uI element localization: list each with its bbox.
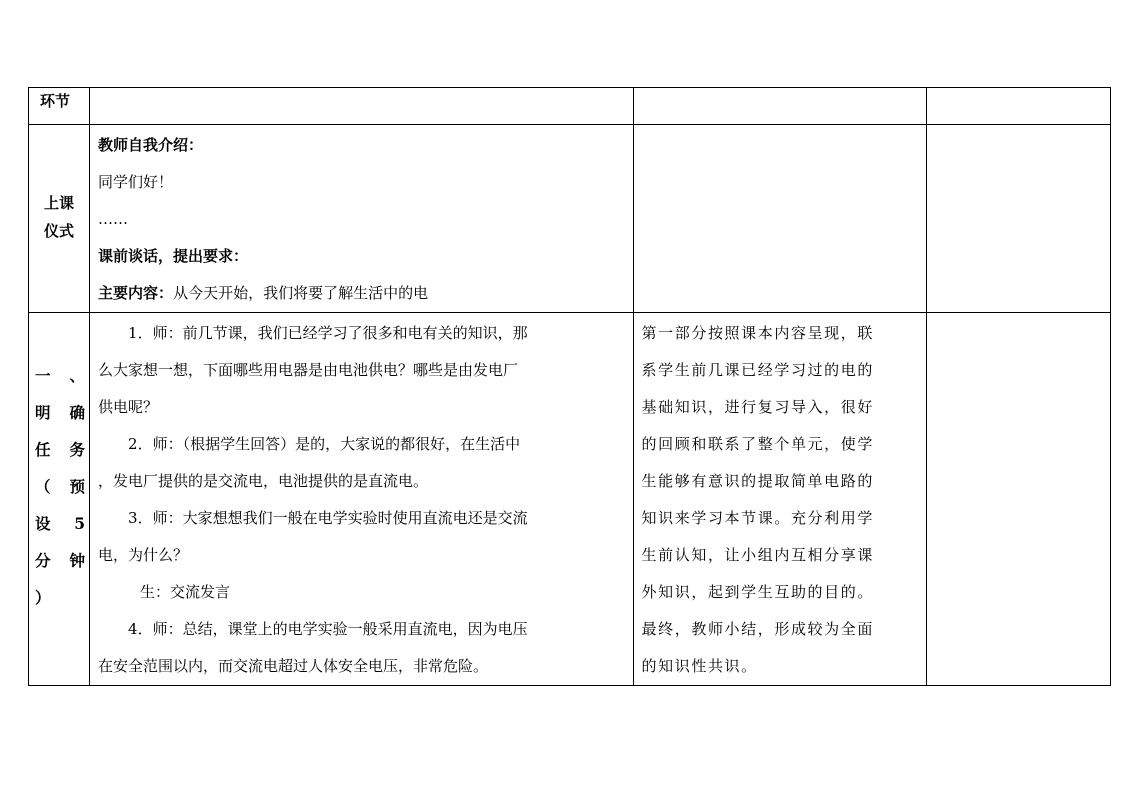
content-header-cell bbox=[90, 88, 634, 125]
task-note-cell bbox=[633, 313, 926, 686]
note-line: 知识来学习本节课。充分利用学 bbox=[641, 509, 874, 527]
intro-heading: 教师自我介绍： bbox=[98, 136, 204, 154]
greeting-line: 同学们好！ bbox=[98, 173, 174, 191]
extra-header-cell bbox=[926, 88, 1110, 125]
teacher-line: 3．师：大家想想我们一般在电学实验时使用直流电还是交流 bbox=[128, 509, 528, 527]
ceremony-extra-cell bbox=[926, 125, 1110, 313]
note-line: 第一部分按照课本内容呈现，联 bbox=[641, 324, 874, 342]
teacher-line: 么大家想一想，下面哪些用电器是由电池供电？哪些是由发电厂 bbox=[98, 361, 519, 379]
task-stage-line: 设 5 bbox=[35, 514, 86, 533]
ceremony-row bbox=[29, 125, 1111, 313]
note-line: 的知识性共识。 bbox=[641, 657, 758, 675]
talk-heading: 课前谈话，提出要求： bbox=[98, 247, 249, 265]
lesson-plan-table bbox=[28, 87, 1111, 686]
task-stage-line: 一 、 bbox=[35, 366, 86, 385]
teacher-line: 4．师：总结，课堂上的电学实验一般采用直流电，因为电压 bbox=[128, 620, 528, 638]
note-header-cell bbox=[633, 88, 926, 125]
ceremony-stage-cell bbox=[29, 125, 90, 313]
teacher-line: 1．师：前几节课，我们已经学习了很多和电有关的知识，那 bbox=[128, 324, 528, 342]
teacher-line: 供电呢？ bbox=[98, 398, 159, 416]
task-stage-line: 明 确 bbox=[35, 403, 86, 422]
task-extra-cell bbox=[926, 313, 1110, 686]
stage-header-cell bbox=[29, 88, 90, 125]
task-stage-line: 分 钟 bbox=[35, 551, 86, 570]
note-line: 的回顾和联系了整个单元，使学 bbox=[641, 435, 874, 453]
teacher-line: 在安全范围以内，而交流电超过人体安全电压，非常危险。 bbox=[98, 657, 489, 675]
teacher-line: 2．师：（根据学生回答）是的，大家说的都很好，在生活中 bbox=[128, 435, 521, 453]
main-content-label: 主要内容： bbox=[98, 284, 174, 302]
teacher-line: 电，为什么？ bbox=[98, 546, 189, 564]
note-line: 基础知识，进行复习导入，很好 bbox=[641, 398, 874, 416]
task-content-cell bbox=[90, 313, 634, 686]
task-stage-line: （ 预 bbox=[35, 477, 86, 496]
stage-header-label: 环节 bbox=[40, 92, 71, 110]
header-row bbox=[29, 88, 1111, 125]
main-content-text: 从今天开始，我们将要了解生活中的电 bbox=[173, 284, 429, 302]
ellipsis-line: …… bbox=[98, 210, 129, 228]
note-line: 外知识，起到学生互助的目的。 bbox=[641, 583, 874, 601]
note-line: 生前认知，让小组内互相分享课 bbox=[641, 546, 874, 564]
task-stage-line: ） bbox=[35, 588, 51, 607]
note-line: 系学生前几课已经学习过的电的 bbox=[641, 361, 874, 379]
student-line: 生：交流发言 bbox=[140, 583, 231, 601]
teacher-line: ，发电厂提供的是交流电，电池提供的是直流电。 bbox=[98, 472, 429, 490]
ceremony-stage-label: 上课 仪式 bbox=[44, 194, 75, 240]
task-stage-cell bbox=[29, 313, 90, 686]
note-line: 最终，教师小结，形成较为全面 bbox=[641, 620, 874, 638]
task-row bbox=[29, 313, 1111, 686]
ceremony-note-cell bbox=[633, 125, 926, 313]
note-line: 生能够有意识的提取简单电路的 bbox=[641, 472, 874, 490]
ceremony-content-cell bbox=[90, 125, 634, 313]
main-content-line bbox=[98, 275, 625, 312]
task-stage-line: 任 务 bbox=[35, 440, 86, 459]
